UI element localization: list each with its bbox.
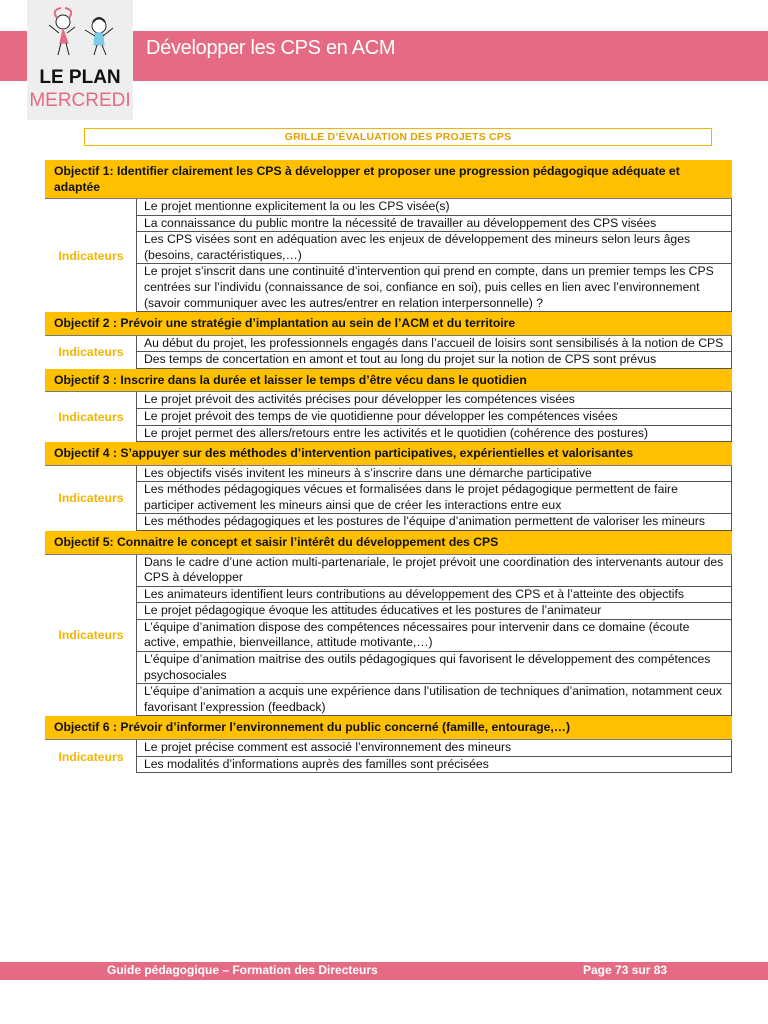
indicator-item: Au début du projet, les professionnels engagés dans l’accueil de loisirs sont sensibilisés à la notion de CPS (137, 336, 731, 353)
indicator-item: Le projet précise comment est associé l’environnement des mineurs (137, 740, 731, 757)
indicator-item: Des temps de concertation en amont et tout au long du projet sur la notion de CPS sont prévus (137, 352, 731, 369)
indicator-block (45, 555, 732, 717)
indicator-item: Dans le cadre d’une action multi-partenariale, le projet prévoit une coordination des intervenants autour des CPS à développer (137, 555, 731, 587)
indicator-item: Les animateurs identifient leurs contributions au développement des CPS et à l’atteinte des objectifs (137, 587, 731, 604)
children-illustration (49, 8, 113, 55)
objective-heading: Objectif 2 : Prévoir une stratégie d’implantation au sein de l’ACM et du territoire (45, 312, 732, 336)
indicator-label: Indicateurs (58, 248, 124, 263)
indicator-item: Les méthodes pédagogiques et les postures de l’équipe d’animation permettent de valoriser les mineurs (137, 514, 731, 531)
indicator-list (136, 466, 732, 531)
logo (27, 0, 133, 120)
footer-guide-title: Guide pédagogique – Formation des Directeurs (107, 963, 378, 977)
indicator-label: Indicateurs (58, 749, 124, 764)
objective-heading: Objectif 3 : Inscrire dans la durée et laisser le temps d’être vécu dans le quotidien (45, 369, 732, 393)
indicator-block (45, 466, 732, 531)
objective-heading: Objectif 4 : S’appuyer sur des méthodes d’intervention participatives, expérientielles et valorisantes (45, 442, 732, 466)
indicator-item: La connaissance du public montre la nécessité de travailler au développement des CPS visées (137, 216, 731, 233)
objective-heading: Objectif 6 : Prévoir d’informer l’environnement du public concerné (famille, entourage,…) (45, 716, 732, 740)
grid-title-box (84, 128, 712, 146)
indicator-item: Le projet permet des allers/retours entre les activités et le quotidien (cohérence des postures) (137, 426, 731, 443)
indicator-item: Le projet s’inscrit dans une continuité d’intervention qui prend en compte, dans un premier temps les CPS centrées sur l’individu (connaissance de soi, confiance en soi), puis celles en lien avec l’environnement (savoir communiquer avec les autres/entrer en relation interpersonnelle) ? (137, 264, 731, 312)
footer-page-number: Page 73 sur 83 (583, 963, 668, 977)
evaluation-grid (45, 160, 732, 773)
indicator-item: Le projet mentionne explicitement la ou les CPS visée(s) (137, 199, 731, 216)
indicator-item: Le projet prévoit des temps de vie quotidienne pour développer les compétences visées (137, 409, 731, 426)
indicator-item: L’équipe d’animation dispose des compétences nécessaires pour intervenir dans ce domaine (écoute active, empathie, bienveillance, attitude motivante,…) (137, 620, 731, 652)
indicator-list (136, 555, 732, 717)
indicator-label: Indicateurs (58, 410, 124, 425)
indicator-item: L’équipe d’animation maitrise des outils pédagogiques qui favorisent le développement des compétences psychosociales (137, 652, 731, 684)
indicator-block (45, 392, 732, 442)
logo-line1: LE PLAN (39, 67, 121, 88)
indicator-label: Indicateurs (58, 345, 124, 360)
indicator-item: Les CPS visées sont en adéquation avec les enjeux de développement des mineurs selon leurs âges (besoins, caractéristiques,…) (137, 232, 731, 264)
indicator-list (136, 392, 732, 442)
indicator-item: Le projet prévoit des activités précises pour développer les compétences visées (137, 392, 731, 409)
indicator-item: Le projet pédagogique évoque les attitudes éducatives et les postures de l’animateur (137, 603, 731, 620)
indicator-block (45, 199, 732, 312)
logo-line2: MERCREDI (29, 90, 131, 111)
indicator-item: Les méthodes pédagogiques vécues et formalisées dans le projet pédagogique permettent de faire participer activement les mineurs ainsi que de créer les interactions entre eux (137, 482, 731, 514)
grid-title: GRILLE D’ÉVALUATION DES PROJETS CPS (284, 131, 512, 143)
indicator-list (136, 740, 732, 773)
indicator-list (136, 199, 732, 312)
objective-heading: Objectif 5: Connaitre le concept et saisir l’intérêt du développement des CPS (45, 531, 732, 555)
header-title: Développer les CPS en ACM (146, 37, 396, 59)
indicator-block (45, 336, 732, 369)
indicator-block (45, 740, 732, 773)
indicator-item: Les modalités d’informations auprès des familles sont précisées (137, 757, 731, 774)
indicator-item: L’équipe d’animation a acquis une expérience dans l’utilisation de techniques d’animation, notamment ceux favorisant l’expression (feedback) (137, 684, 731, 716)
indicator-label: Indicateurs (58, 628, 124, 643)
indicator-list (136, 336, 732, 369)
indicator-item: Les objectifs visés invitent les mineurs à s’inscrire dans une démarche participative (137, 466, 731, 483)
objective-heading: Objectif 1: Identifier clairement les CPS à développer et proposer une progression pédagogique adéquate et adaptée (45, 160, 732, 199)
indicator-label: Indicateurs (58, 491, 124, 506)
